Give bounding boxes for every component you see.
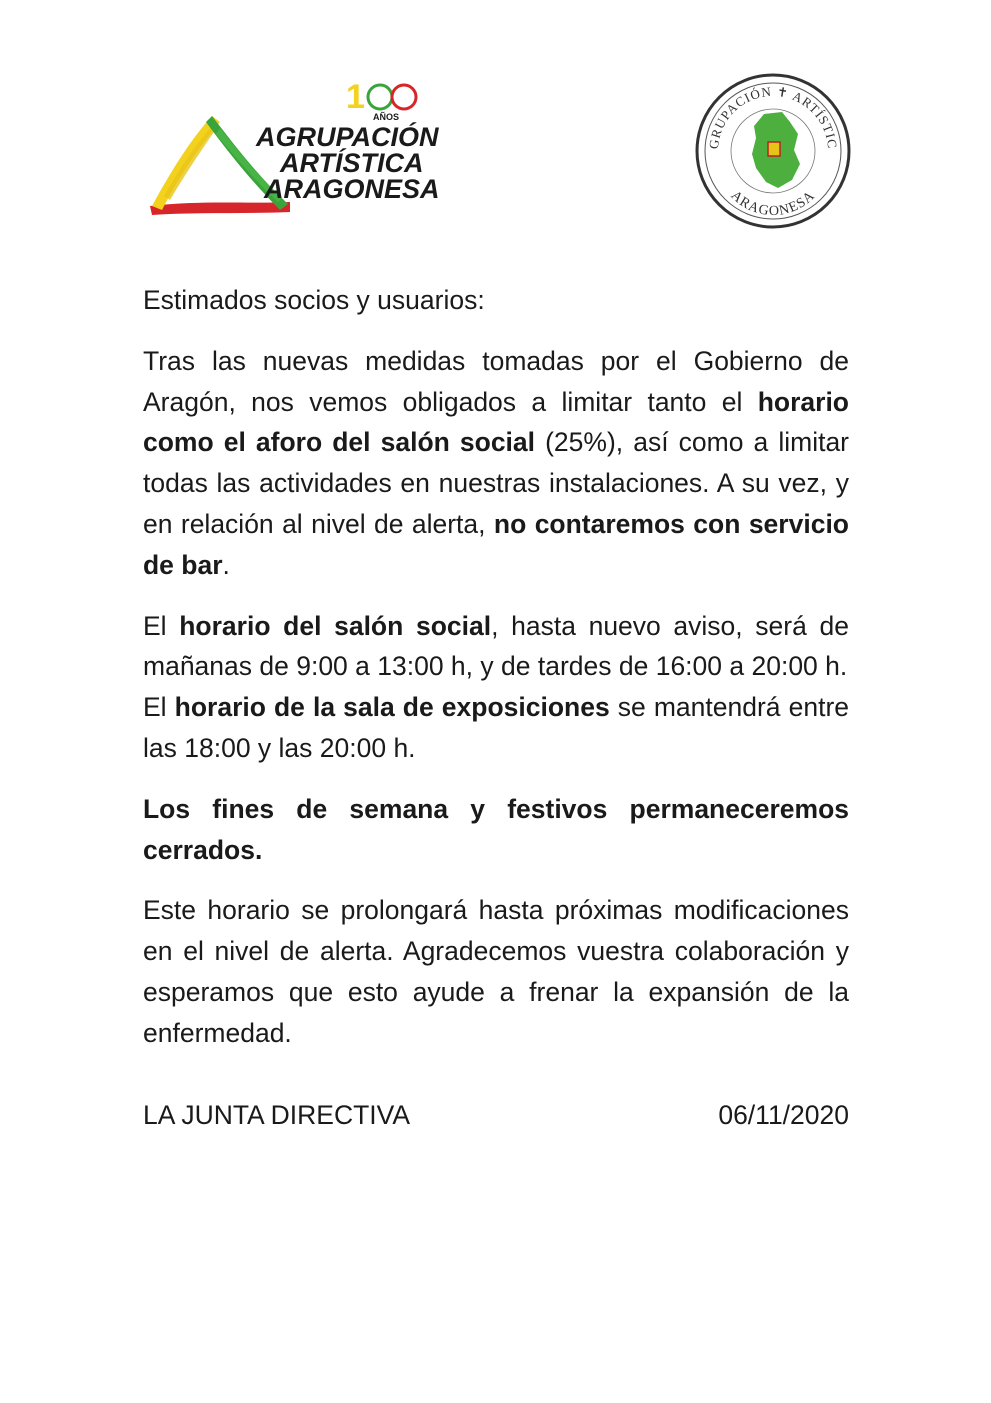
logo-100-zero-2 [392,85,416,109]
logo-triangle-yellow-2 [164,126,214,200]
emphasis-no-bar: no contaremos con servicio de bar [143,508,849,580]
agrupacion-seal [694,72,852,230]
seal-top-text: GRUPACIÓN ✝ ARTÍSTIC [705,83,841,150]
paragraph-closing: Este horario se prolongará hasta próximas modificaciones en el nivel de alerta. Agradecemos vuestra colaboración y esperamos que esto ayude a frenar la expansión de la enfermedad. [143,895,849,1048]
seal-bottom-text: ARAGONESA [727,188,819,220]
logo-100-zero-1 [368,85,392,109]
paragraph-social-hall-schedule: El horario del salón social, hasta nuevo aviso, será de mañanas de 9:00 a 13:00 h, y de tardes de 16:00 a 20:00 h. [143,610,849,682]
paragraph-exhibition-schedule: El horario de la sala de exposiciones se mantendrá entre las 18:00 y las 20:00 h. [143,692,850,763]
seal-shield-icon [768,142,780,156]
agrupacion-logo [140,78,450,223]
logo-line1: AGRUPACIÓN [256,122,439,152]
logo-100-one: 1 [346,78,365,116]
logo-anos: AÑOS [373,112,400,122]
paragraph-weekends-closed: Los fines de semana y festivos permaneceremos cerrados. [143,793,849,865]
signature-board: LA JUNTA DIRECTIVA [143,1099,411,1130]
emphasis-exhibition-hall: horario de la sala de exposiciones [174,692,610,723]
signature-date: 06/11/2020 [718,1099,849,1130]
emphasis-social-hall: horario del salón social [179,610,492,641]
paragraph-measures: Tras las nuevas medidas tomadas por el Gobierno de Aragón, nos vemos obligados a limitar tanto el horario como el aforo del salón social (25%), así como a limitar todas las actividades en nuestras instalaciones. A su vez, y en relación al nivel de alerta, no contaremos con servicio de bar. [143,345,850,580]
logo-line3: ARAGONESA [264,174,440,204]
logo-line2: ARTÍSTICA [280,148,424,178]
signature-line [143,1095,849,1136]
greeting: Estimados socios y usuarios: [143,285,485,315]
emphasis-schedule-capacity: horario como el aforo del salón social [143,386,849,458]
letter-body [143,280,849,1135]
